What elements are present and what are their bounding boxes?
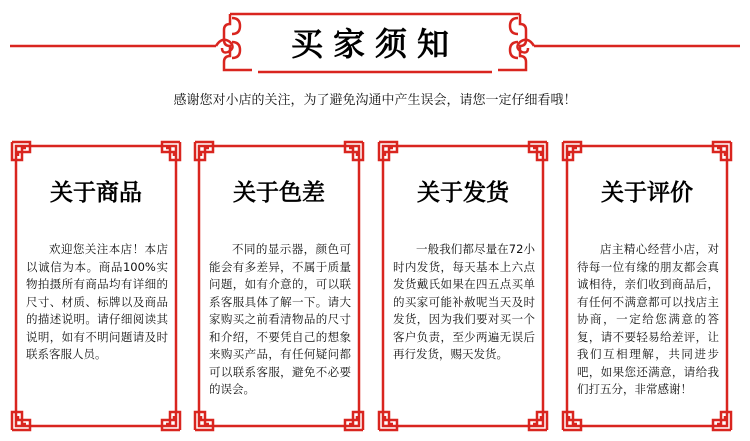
card-body: 一般我们都尽量在72小时内发货，每天基本上六点发货戴氏如果在四五点买单的买家可能补赦呢当天及时发货，因为我们要对买一个客户负责，至少两遍无误后再行发货，赐天发货。 — [393, 242, 535, 361]
card-title: 关于色差 — [233, 180, 325, 206]
card-body: 店主精心经营小店，对待每一位有缘的朋友都会真诚相待，亲们收到商品后，有任何不满意都可以找店主协商，一定给您满意的答复，请不要轻易给差评，让我们互相理解，共同进步吧，如果您还满意，请给我们打五分，非常感谢！ — [577, 242, 719, 396]
card-body: 欢迎您关注本店！本店以诚信为本。商品100%实物拍摄所有商品均有详细的尺寸、材质、标牌以及商品的描述说明。请仔细阅读其说明，如有不明问题请及时联系客服人员。 — [26, 242, 168, 361]
card-reviews — [561, 140, 733, 432]
card-body: 不同的显示器，颜色可能会有多差异，不属于质量问题，如有介意的，可以联系客服具体了解一下。请大家购买之前看清物品的尺寸和介绍，不要凭自己的想象来购买产品，有任何疑问都可以联系客服，避免不必要的误会。 — [209, 242, 351, 396]
card-product — [10, 140, 182, 432]
header-banner — [0, 0, 750, 80]
card-title: 关于商品 — [50, 180, 142, 206]
page-title: 买家须知 — [290, 25, 459, 63]
card-title: 关于评价 — [601, 180, 693, 206]
card-shipping — [377, 140, 549, 432]
card-title: 关于发货 — [417, 180, 509, 206]
card-color-difference — [193, 140, 365, 432]
page-subtitle: 感谢您对小店的关注，为了避免沟通中产生误会，请您一定仔细看哦！ — [173, 93, 577, 108]
